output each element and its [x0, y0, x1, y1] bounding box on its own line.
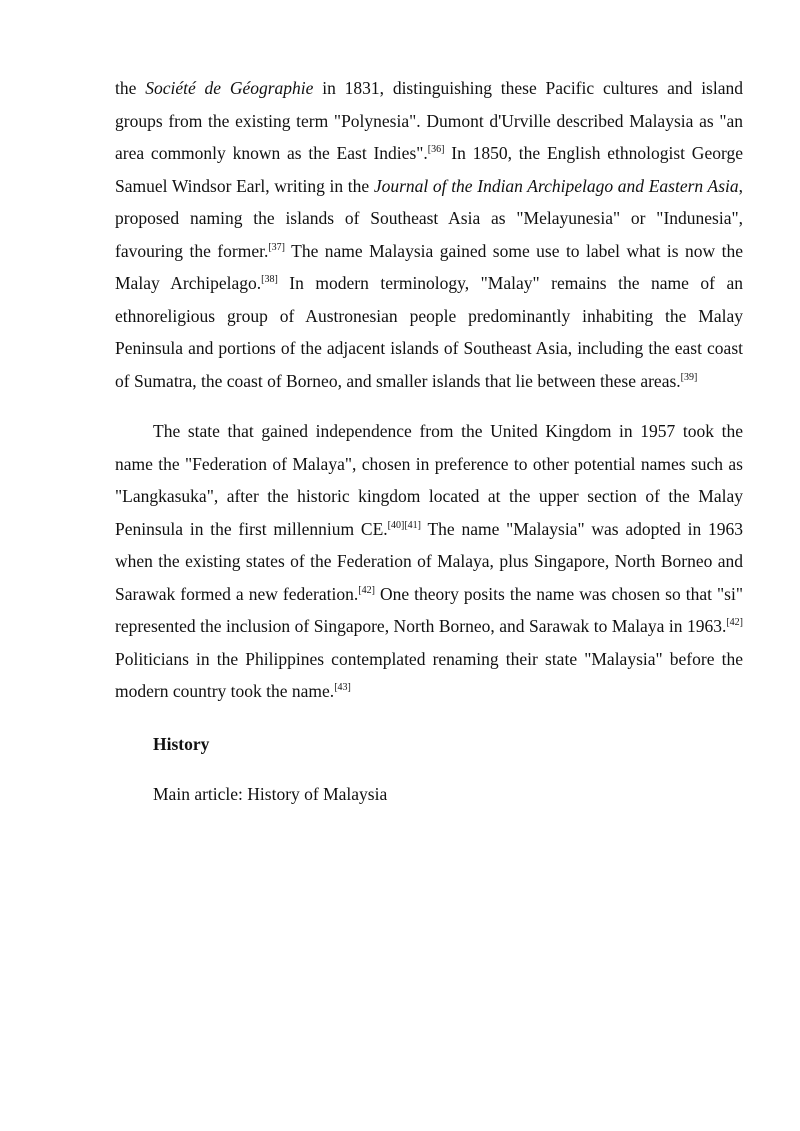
- italic-title-journal: Journal of the Indian Archipelago and Eastern Asia: [373, 175, 739, 196]
- citation-37[interactable]: [37]: [268, 241, 285, 253]
- citation-38[interactable]: [38]: [261, 274, 278, 285]
- citation-39[interactable]: [39]: [680, 371, 698, 383]
- text-run: The name "Malaysia" was adopted in 1963 when the existing states of the Federation of Malaya, plus Singapore, North Borneo and Sarawak formed a new federation.: [115, 518, 743, 604]
- paragraph-naming-origins: [115, 72, 743, 397]
- citation-42[interactable]: [42]: [358, 584, 375, 596]
- citation-43[interactable]: [43]: [334, 682, 351, 693]
- text-run: Politicians in the Philippines contemplated renaming their state "Malaysia" before the modern country took the name.: [115, 648, 743, 701]
- text-run: The state that gained independence from the United Kingdom in 1957 took the name the "Federation of Malaya", chosen in preference to other potential names such as "Langkasuka", after the historic kingdom located at the upper section of the Malay Peninsula in the first millennium CE.: [115, 421, 743, 539]
- citation-36[interactable]: [36]: [427, 144, 445, 155]
- text-run: In modern terminology, "Malay" remains the name of an ethnoreligious group of Austronesian people predominantly inhabiting the Malay Peninsula and portions of the adjacent islands of Southeast Asia, including the east coast of Sumatra, the coast of Borneo, and smaller islands that lie between these areas.: [115, 273, 743, 391]
- document-page: [115, 72, 743, 811]
- citation-42-repeat[interactable]: [42]: [726, 617, 743, 628]
- citation-40[interactable]: [40]: [387, 519, 405, 531]
- text-run: The name Malaysia gained some use to label what is now the Malay Archipelago.: [115, 240, 743, 293]
- text-run: One theory posits the name was chosen so that "si" represented the inclusion of Singapore, North Borneo, and Sarawak to Malaya in 1963.: [115, 583, 743, 636]
- italic-title-societe: Société de Géographie: [145, 78, 314, 98]
- paragraph-federation-name: [115, 415, 743, 708]
- citation-41[interactable]: [41]: [404, 519, 421, 531]
- text-run: the: [115, 78, 146, 98]
- main-article-note: Main article: History of Malaysia: [153, 784, 388, 804]
- text-run: in 1831, distinguishing these Pacific cultures and island groups from the existing term "Polynesia". Dumont d'Urville described Malaysia as "an area commonly known as the East Indies".: [115, 78, 744, 163]
- section-heading-history: History: [153, 733, 210, 754]
- text-run: , proposed naming the islands of Southeast Asia as "Melayunesia" or "Indunesia", favouring the former.: [115, 175, 743, 261]
- text-run: In 1850, the English ethnologist George Samuel Windsor Earl, writing in the: [115, 143, 743, 196]
